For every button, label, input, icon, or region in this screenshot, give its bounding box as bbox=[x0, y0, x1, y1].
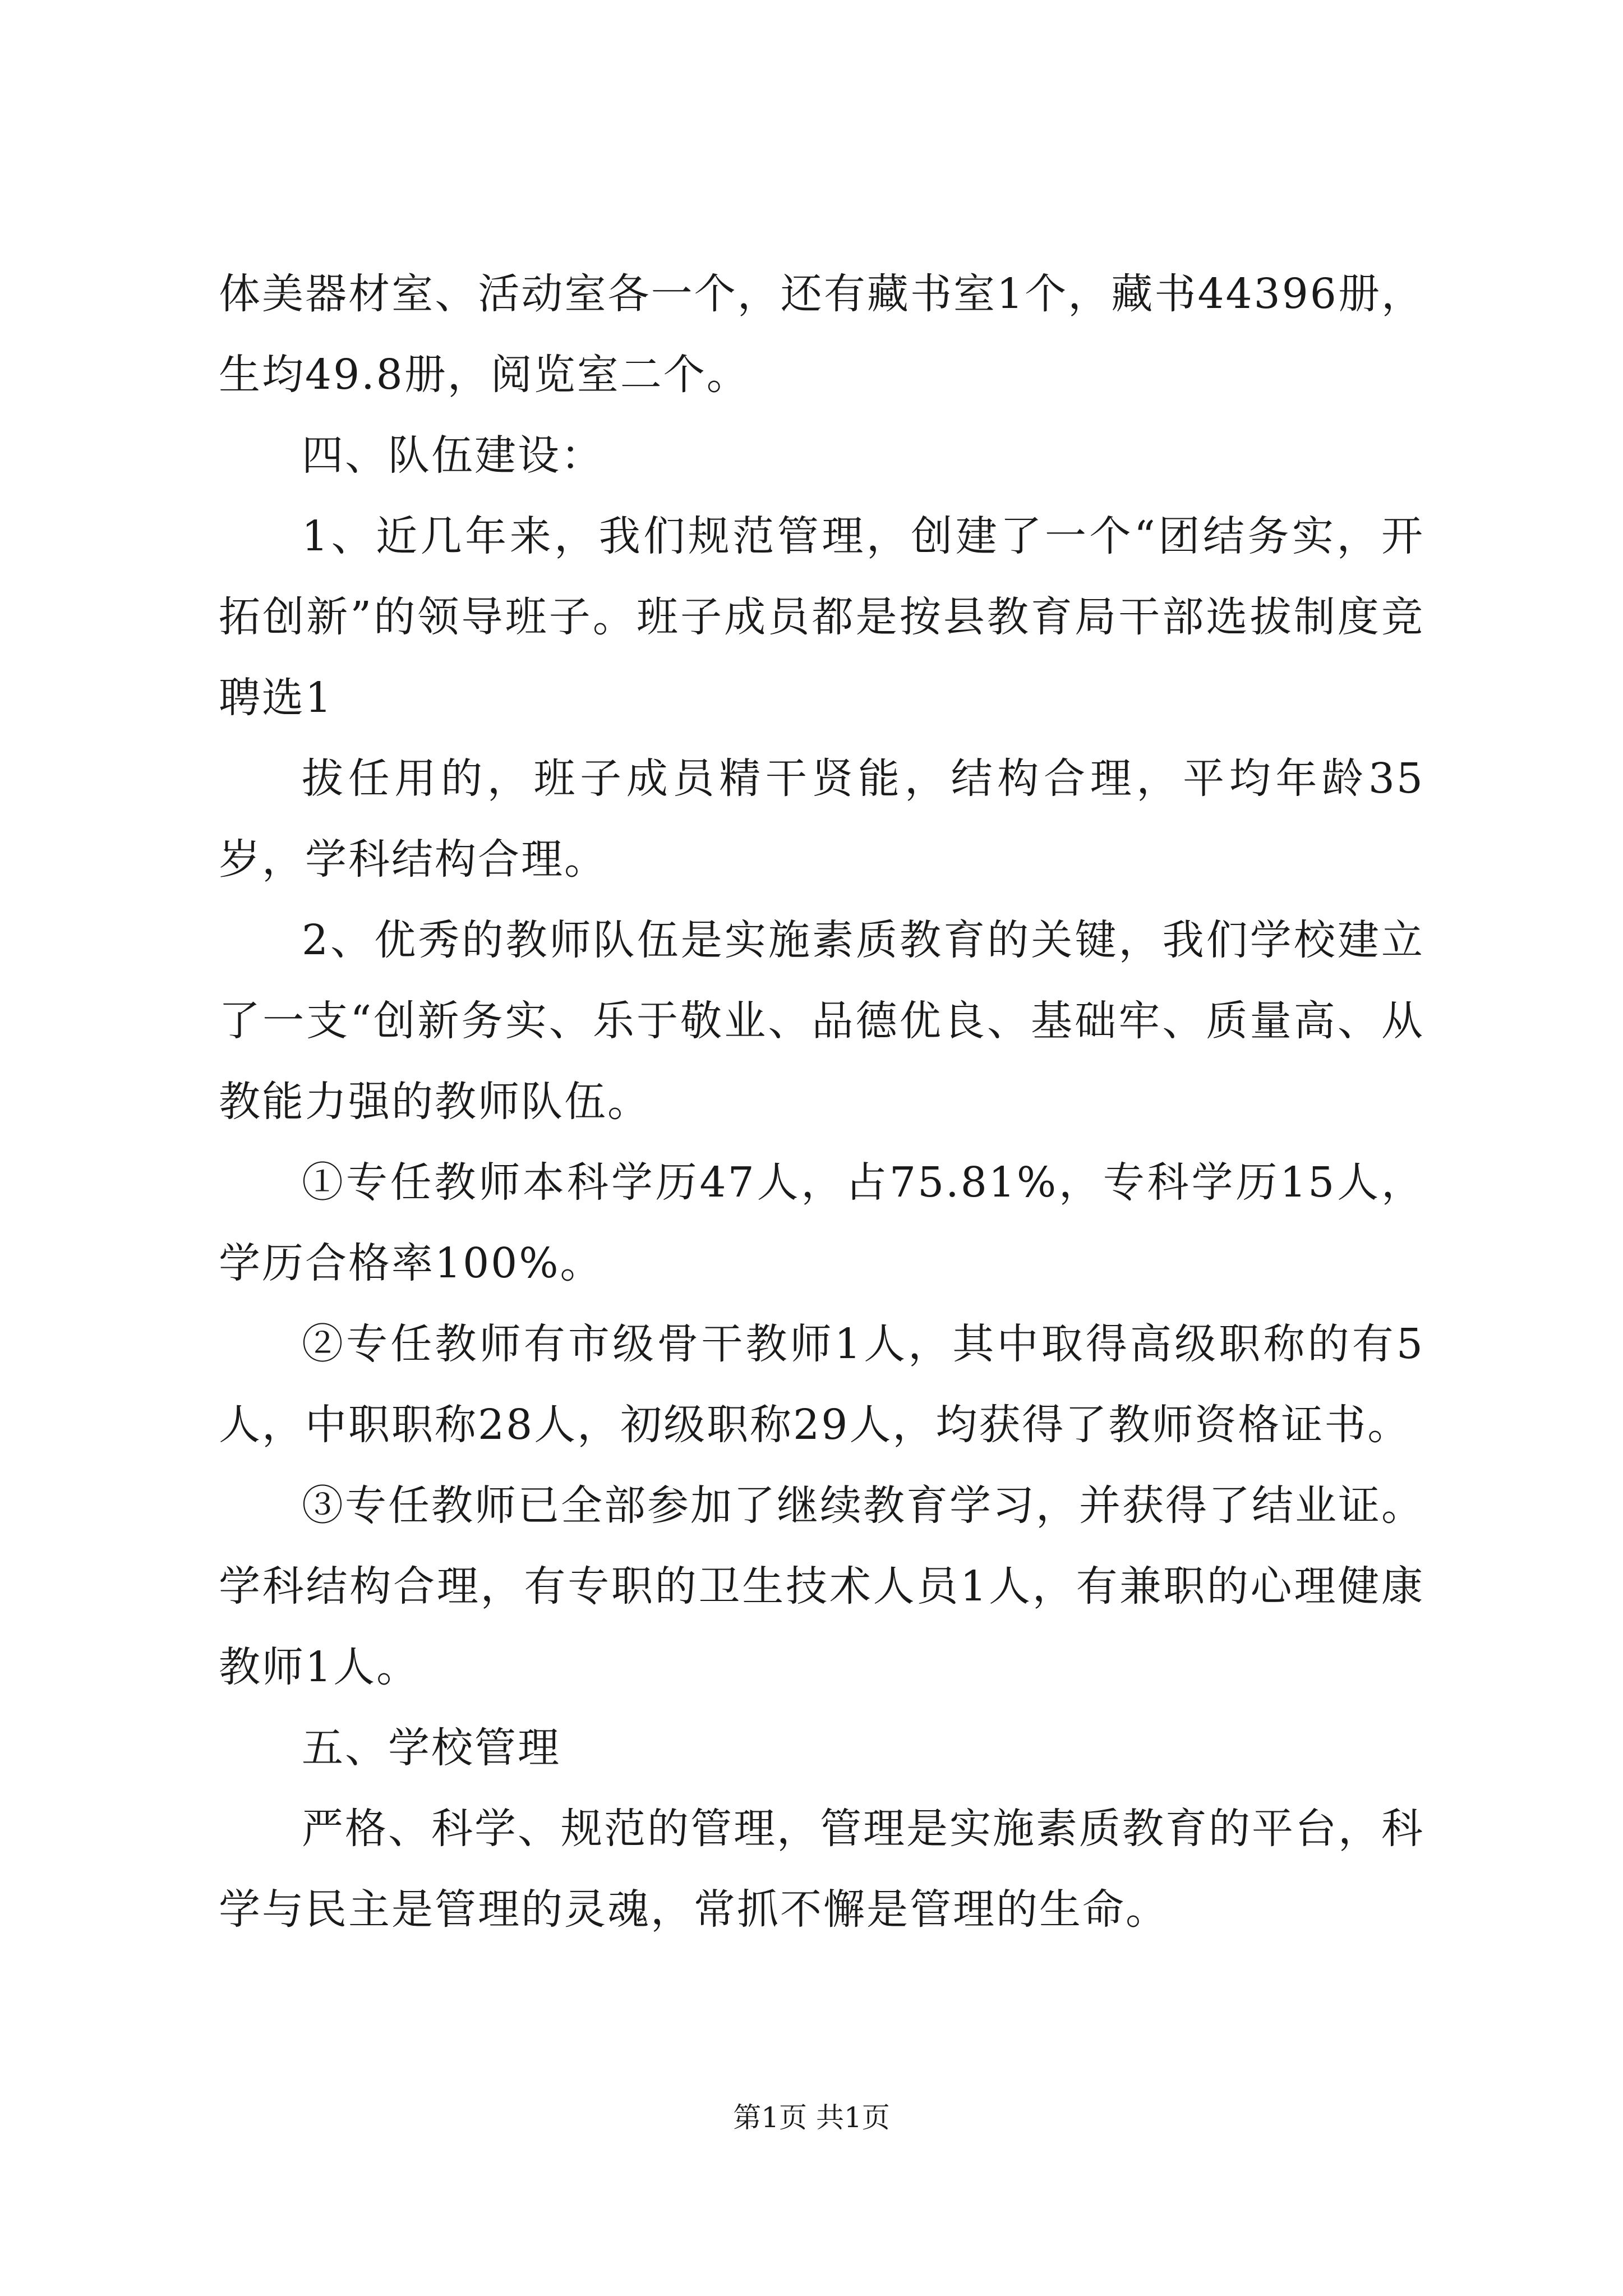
paragraph-titles: ②专任教师有市级骨干教师1人，其中取得高级职称的有5人，中职职称28人，初级职称29人，均获得了教师资格证书。 bbox=[219, 1320, 1424, 1449]
paragraph-leadership: 1、近几年来，我们规范管理，创建了一个“团结务实，开拓创新”的领导班子。班子成员都是按县教育局干部选拔制度竞聘选1 bbox=[219, 512, 1424, 722]
document-body bbox=[219, 254, 1424, 1950]
heading-school-management: 五、学校管理 bbox=[302, 1724, 561, 1772]
paragraph-leadership-cont: 拔任用的，班子成员精干贤能，结构合理，平均年龄35岁，学科结构合理。 bbox=[219, 754, 1424, 884]
paragraph-training: ③专任教师已全部参加了继续教育学习，并获得了结业证。学科结构合理，有专职的卫生技术人员1人，有兼职的心理健康教师1人。 bbox=[219, 1481, 1424, 1691]
paragraph-management: 严格、科学、规范的管理，管理是实施素质教育的平台，科学与民主是管理的灵魂，常抓不懈是管理的生命。 bbox=[219, 1805, 1424, 1934]
paragraph-teacher-team: 2、优秀的教师队伍是实施素质教育的关键，我们学校建立了一支“创新务实、乐于敬业、品德优良、基础牢、质量高、从教能力强的教师队伍。 bbox=[219, 916, 1424, 1126]
heading-team-building: 四、队伍建设： bbox=[302, 431, 604, 480]
page-footer: 第1页 共1页 bbox=[733, 2101, 890, 2134]
paragraph-facilities: 体美器材室、活动室各一个，还有藏书室1个，藏书44396册，生均49.8册，阅览室二个。 bbox=[219, 270, 1424, 399]
paragraph-qualification: ①专任教师本科学历47人，占75.81%，专科学历15人，学历合格率100%。 bbox=[219, 1158, 1424, 1287]
